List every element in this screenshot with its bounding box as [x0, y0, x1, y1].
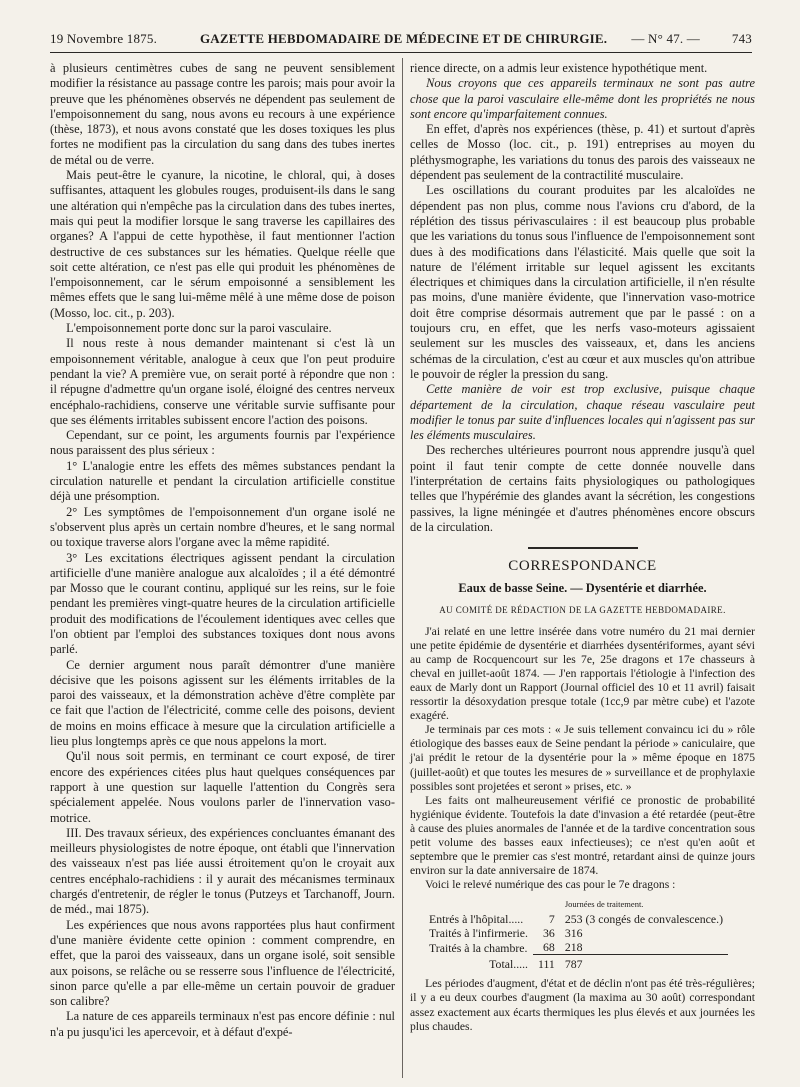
- row-days: 218: [564, 940, 583, 955]
- paragraph: III. Des travaux sérieux, des expériences concluantes émanant des meilleurs physiologistes de notre époque, ont établi que l'innervation des vaisseaux n'est pas liée aussi étroitement qu'on le croyait aux centres encéphalo-rachidiens : il y aurait des mécanismes terminaux chargés d'entretenir, de régler le tonus (Putzeys et Tarchanoff, Journ. de méd., mai 1875).: [50, 825, 395, 917]
- table-row: [424, 912, 728, 926]
- issue-date: 19 Novembre 1875.: [50, 31, 158, 46]
- row-label: Traités à l'infirmerie.: [429, 926, 528, 941]
- left-column: [50, 61, 395, 1040]
- paragraph: Je terminais par ces mots : « Je suis tellement convaincu ici du » rôle étiologique des basses eaux de Seine pendant la période » caniculaire, que j'ai prédit le retour de la dysentérie pour la » même époque en 1875 (juillet-août) et que toutes les mesures de » surveillance et de prophylaxie possibles sont projetées et seront » prises, etc. »: [410, 723, 755, 793]
- paragraph: Les périodes d'augment, d'état et de déclin n'ont pas été très-régulières; il y a eu deux courbes d'augment (la maxima au 30 août) correspondant assez exactement aux écarts thermiques les plus élevés et aux journées les plus chaudes.: [410, 977, 755, 1033]
- paragraph: 2° Les symptômes de l'empoisonnement d'un organe isolé ne s'observent plus après un certain nombre d'heures, et le sang normal ou toxique traverse alors l'organe avec la même rapidité.: [50, 504, 395, 550]
- right-column: [410, 61, 755, 1034]
- section-separator: [528, 547, 638, 549]
- journal-title: GAZETTE HEBDOMADAIRE DE MÉDECINE ET DE CHIRURGIE.: [200, 31, 608, 46]
- paragraph: Les oscillations du courant produites par les alcaloïdes ne dépendent pas non plus, comme nous l'avions cru d'abord, de la réplétion des tissus périvasculaires : il est beaucoup plus probable que les variations du tonus sous l'influence de l'empoisonnement sont dues à des modifications dans l'élasticité. Mais quelle que soit la nature de l'élément irritable sur lequel agissent les excitants électriques et chimiques dans la circulation artificielle, il n'en résulte pas moins, d'une manière évidente, que l'innervation vaso-motrice doit être comprise désormais autrement que par le passé : on a toujours cru, en effet, que les nerfs vaso-moteurs agissaient seulement sur les muscles des vaisseaux, et, dans les anciens schémas de la circulation, c'est au cœur et aux muscles qu'on attribue le pouvoir de régler la pression du sang.: [410, 183, 755, 381]
- header-rule: [50, 52, 752, 53]
- row-cases: 68: [543, 940, 555, 955]
- row-cases: 111: [533, 955, 560, 972]
- table-row: [424, 940, 728, 955]
- section-heading: CORRESPONDANCE: [508, 557, 657, 574]
- paragraph: Il nous reste à nous demander maintenant si c'est là un empoisonnement véritable, analogue à ceux que l'on peut produire pendant la vie? A première vue, on serait porté à répondre que non : il répugne d'admettre qu'un organe isolé, éloigné des centres nerveux encéphalo-rachidiens, conserve une véritable survie suffisante pour que ses éléments irritables subissent encore l'action des poisons.: [50, 336, 395, 427]
- letter-body: [410, 625, 755, 1034]
- page-header: [50, 28, 752, 50]
- row-cases: 7: [548, 912, 555, 927]
- paragraph: 3° Les excitations électriques agissent pendant la circulation artificielle d'une manière analogue aux alcaloïdes ; il a été démontré par Mosso que le courant continu, appliqué sur les reins, sur le foie pendant les premières vingt-quatre heures de la circulation artificielle produit des modifications de l'écoulement identiques avec celles que l'on obtient par l'emploi des substances toxiques dont nous avons parlé.: [50, 550, 395, 657]
- paragraph: J'ai relaté en une lettre insérée dans votre numéro du 21 mai dernier une petite épidémie de dysentérie et diarrhées dysentériformes, ayant sévi au camp de Rocquencourt sur les 7e, 25e dragons et 17e chasseurs à cheval en juillet-août 1874. — J'en rapportais l'étiologie à l'infection des eaux de Marly dont un Rapport (Journal officiel des 10 et 11 avril) faisait ressortir la désoxydation presque totale (1cc,9 par mètre cube) et l'azote exagéré.: [410, 624, 755, 723]
- letter-addressee: AU COMITÉ DE RÉDACTION DE LA GAZETTE HEBDOMADAIRE.: [439, 605, 726, 616]
- paragraph: Voici le relevé numérique des cas pour le 7e dragons :: [425, 878, 676, 892]
- paragraph: rience directe, on a admis leur existence hypothétique ment.: [410, 61, 708, 75]
- issue-number: — N° 47. —: [631, 31, 700, 46]
- row-label: Entrés à l'hôpital.....: [429, 912, 524, 927]
- paragraph: Cependant, sur ce point, les arguments fournis par l'expérience nous paraissent des plus sérieux :: [50, 428, 395, 458]
- paragraph: Mais peut-être le cyanure, la nicotine, le chloral, qui, à doses suffisantes, attaquent les globules rouges, produisent-ils dans le sang une altération qui n'empêche pas la circulation dans des tubes inertes, mais qui peut la modifier lorsque le sang traverse les capillaires des organes? A l'appui de cette hypothèse, il faut mentionner l'action destructive de ces substances sur les hématies. Quelque réelle que soit cette altération, ce n'est pas elle qui produit les phénomènes de l'empoisonnement, car le sérum empoisonné a sensiblement les mêmes effets que le sang lui-même mêlé à une même dose de poison (Mosso, loc. cit., p. 203).: [50, 168, 395, 320]
- column-divider: [402, 58, 403, 1078]
- paragraph: Les expériences que nous avons rapportées plus haut confirment d'une manière évidente cette opinion : comment comprendre, en effet, que la paroi des vaisseaux, dans un organe isolé, soit sensible aux poisons, se relâche ou se resserre sous l'influence de l'électricité, sinon parce qu'elle a par elle-même un certain pouvoir de graduer son calibre?: [50, 917, 395, 1009]
- row-days: 253 (3 congés de convalescence.): [564, 912, 724, 927]
- page-number: 743: [731, 31, 752, 46]
- row-label: Total.....: [489, 957, 528, 972]
- paragraph: Qu'il nous soit permis, en terminant ce court exposé, de tirer encore des expériences citées plus haut quelques conséquences par rapport à une question sur laquelle l'attention du Congrès sera spécialement appelée. Nous voulons parler de l'innervation vaso-motrice.: [50, 749, 395, 825]
- paragraph: Cette manière de voir est trop exclusive, puisque chaque département de la circulation, chaque réseau vasculaire peut modifier le tonus par suite d'influences locales qui n'agissent pas sur les éléments musculaires.: [410, 382, 755, 443]
- letter-subject: Eaux de basse Seine. — Dysentérie et diarrhée.: [458, 581, 707, 595]
- paragraph: 1° L'analogie entre les effets des mêmes substances pendant la circulation naturelle et pendant la circulation artificielle constitue déjà une présomption.: [50, 458, 395, 504]
- paragraph: à plusieurs centimètres cubes de sang ne peuvent sensiblement modifier la résistance au passage contre les parois; mais pour avoir la preuve que les phénomènes observés ne dépendent pas seulement de l'empoisonnement du sang, nous avons eu recours à une expérience (thèse, 1873), et nous avons constaté que les doses toxiques les plus fortes ne modifient pas la circulation du sang dans des tubes inertes de métal ou de verre.: [50, 61, 395, 167]
- paragraph: La nature de ces appareils terminaux n'est pas encore définie : nul n'a pu jusqu'ici les apercevoir, et à défaut d'expé-: [50, 1009, 395, 1039]
- table-caption: Journées de traitement.: [564, 899, 644, 910]
- paragraph: Nous croyons que ces appareils terminaux ne sont pas autre chose que la paroi vasculaire elle-même dont les propriétés ne nous sont encore qu'imparfaitement connues.: [410, 76, 755, 121]
- paragraph: En effet, d'après nos expériences (thèse, p. 41) et surtout d'après celles de Mosso (loc. cit., p. 191) entreprises au moyen du pléthysmographe, les variations du tonus des parois des vaisseaux ne dépendent pas seulement de la contractilité musculaire.: [410, 122, 755, 183]
- paragraph: L'empoisonnement porte donc sur la paroi vasculaire.: [66, 321, 332, 336]
- row-cases: 36: [543, 926, 555, 941]
- paragraph: Des recherches ultérieures pourront nous apprendre jusqu'à quel point il faut tenir compte de cette donnée nouvelle dans l'interprétation de certains faits physiologiques ou pathologiques telles que l'hypérémie des glandes avant la sécrétion, les congestions passives, la ligne méningée et d'autres phénomènes encore obscurs de la circulation.: [410, 443, 755, 534]
- row-days: 316: [564, 926, 583, 941]
- row-days: 787: [560, 955, 728, 972]
- table-row-total: [424, 955, 728, 972]
- table-row: [424, 926, 728, 940]
- row-label: Traités à la chambre.: [429, 940, 528, 955]
- paragraph: Les faits ont malheureusement vérifié ce pronostic de probabilité hygiénique évidente. Toutefois la date d'invasion a été retardée (peut-être à cause des pluies anormales de l'année et de la tardive concentration sous petit volume des basses eaux infectieuses); ce n'est qu'en août et septembre que le premier cas s'est montré, retardant ainsi de quinze jours environ sur la date anniversaire de 1874.: [410, 793, 755, 878]
- paragraph: Ce dernier argument nous paraît démontrer d'une manière décisive que les poisons agissent sur les éléments irritables de la paroi des vaisseaux, et la démonstration achève d'être complète par ce fait que l'action de l'électricité, comme celle des poisons, devient de moins en moins efficace à mesure que la circulation artificielle a lieu plus longtemps après ce que nous appelons la mort.: [50, 657, 395, 749]
- cases-table: [424, 897, 728, 971]
